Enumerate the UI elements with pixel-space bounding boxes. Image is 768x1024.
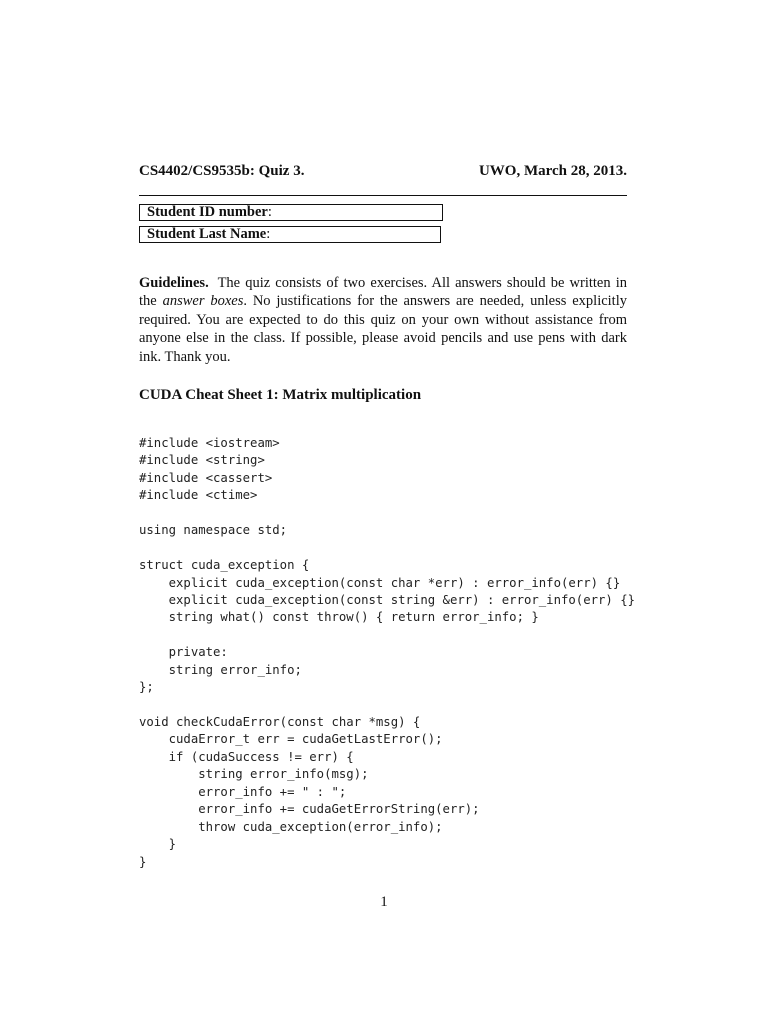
code-line: throw cuda_exception(error_info); [139,819,443,834]
guidelines-text-before: The quiz consists of two exercises. All answers should be written in the [139,275,627,310]
code-line: if (cudaSuccess != err) { [139,749,354,764]
code-line: explicit cuda_exception(const char *err) : error_info(err) {} [139,575,621,590]
code-line: struct cuda_exception { [139,558,310,573]
section-title: CUDA Cheat Sheet 1: Matrix multiplication [139,387,422,403]
page-number: 1 [380,894,388,910]
code-line [139,505,635,522]
code-line: } [139,854,147,869]
code-line: #include <ctime> [139,488,258,503]
guidelines-text-after: . No justifications for the answers are needed, unless explicitly required. You are expected to do this quiz on your own without assistance from anyone else in the class. If possible, please avoid pencils and use pens with dark ink. Thank you. [139,293,627,365]
code-line: string error_info; [139,662,302,677]
code-line: error_info += cudaGetErrorString(err); [139,802,480,817]
quiz-date: UWO, March 28, 2013. [478,163,627,179]
code-line [139,540,635,557]
code-line: private: [139,645,228,660]
code-line: string what() const throw() { return error_info; } [139,610,539,625]
page-header [139,163,627,180]
student-id-label: Student ID number [147,204,268,220]
student-last-name-field[interactable] [139,226,441,243]
code-line: using namespace std; [139,523,288,538]
guidelines-paragraph [139,274,627,366]
student-id-field[interactable] [139,204,443,221]
course-title: CS4402/CS9535b: Quiz 3. [139,163,305,179]
code-line: #include <cassert> [139,470,273,485]
student-id-colon: : [267,204,272,220]
header-rule [139,195,627,196]
code-line: explicit cuda_exception(const string &err) : error_info(err) {} [139,592,636,607]
code-line: void checkCudaError(const char *msg) { [139,715,421,729]
guidelines-emphasis: answer boxes [162,293,244,310]
code-line: }; [139,680,154,695]
code-line: #include <string> [139,453,265,468]
code-line: string error_info(msg); [139,767,369,782]
guidelines-title: Guidelines. [139,275,209,291]
student-last-name-label: Student Last Name [147,226,267,242]
code-listing [139,435,635,871]
code-line [139,627,635,644]
code-line: #include <iostream> [139,436,280,450]
code-line: error_info += " : "; [139,784,347,799]
student-last-name-colon: : [266,226,271,242]
code-line: cudaError_t err = cudaGetLastError(); [139,732,443,747]
code-line: } [139,837,177,852]
code-line [139,697,635,714]
